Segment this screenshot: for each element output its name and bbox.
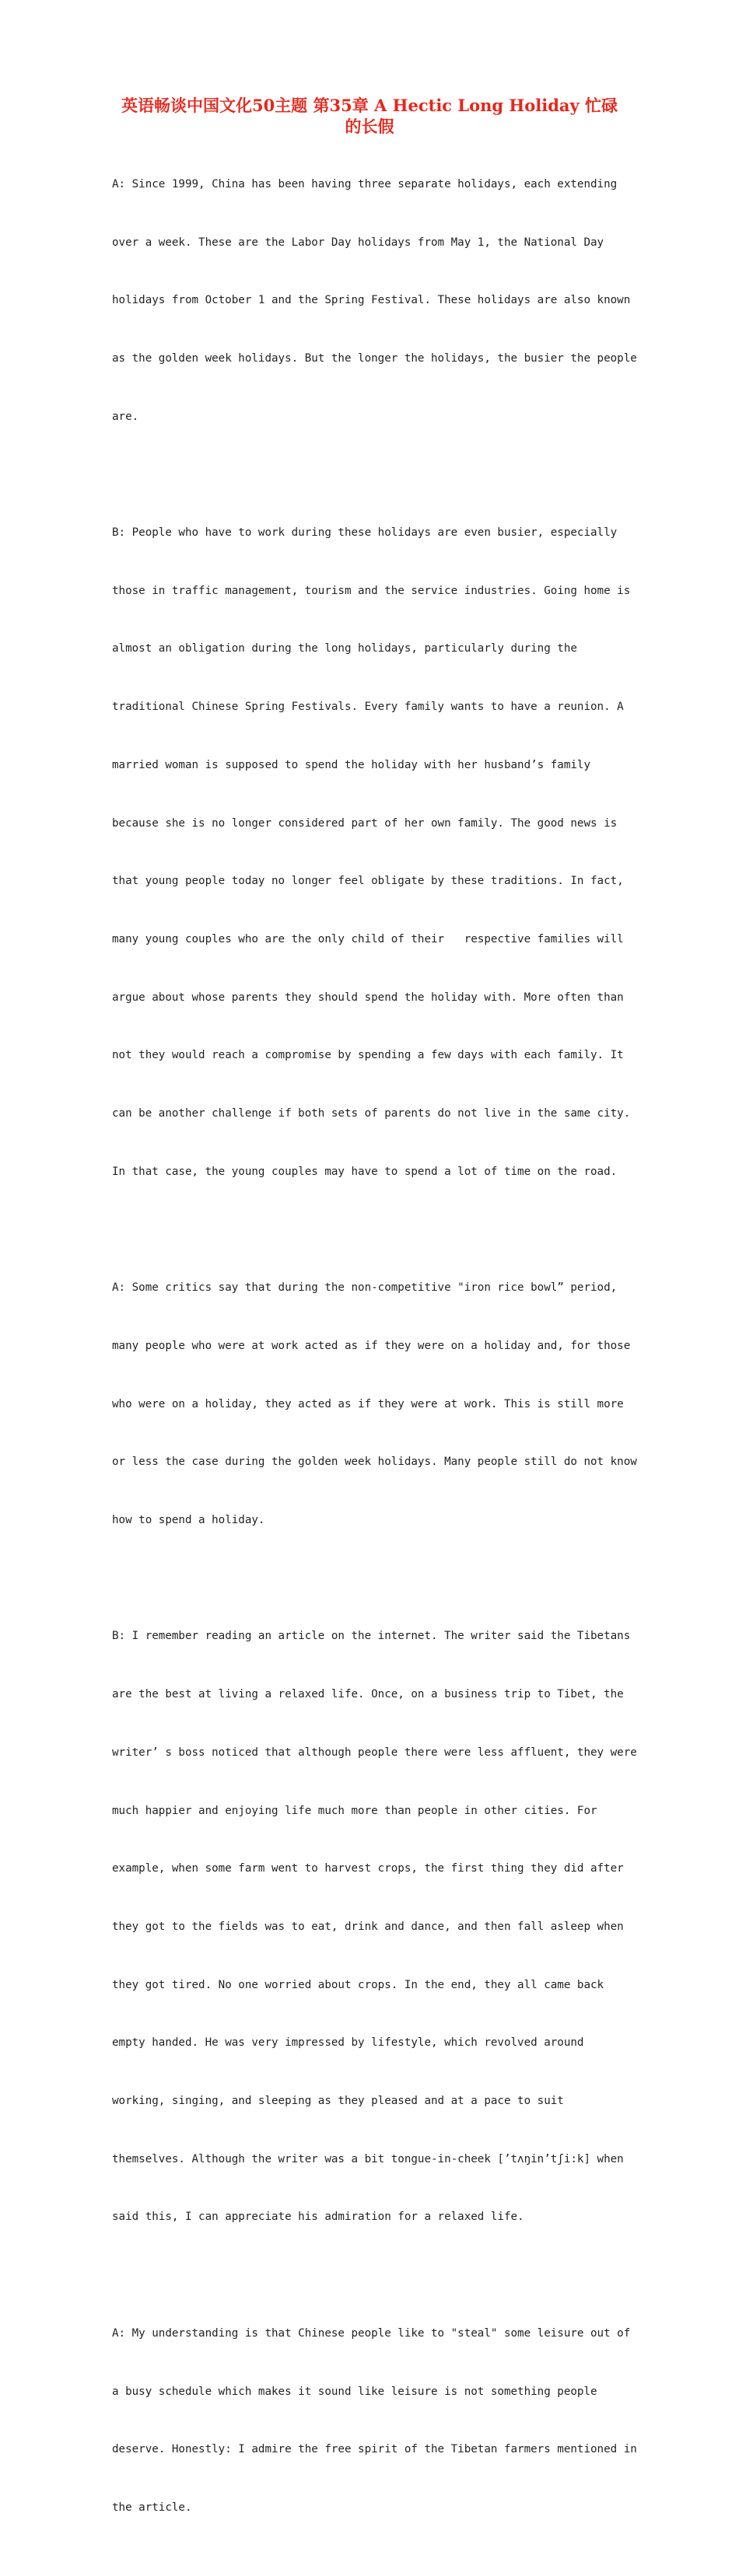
text-line: holidays from October 1 and the Spring Festival. These holidays are also known <box>112 294 631 307</box>
text-line: who were on a holiday, they acted as if they were at work. This is still more <box>112 1397 624 1410</box>
text-line: A: Some critics say that during the non-competitive "iron rice bowl” period, <box>112 1281 618 1295</box>
text-line: many young couples who are the only child of their respective families will <box>112 932 624 945</box>
text-line: A: My understanding is that Chinese people like to "steal" some leisure out of <box>112 2326 631 2340</box>
text-line: over a week. These are the Labor Day holidays from May 1, the National Day <box>112 236 604 249</box>
text-line: they got tired. No one worried about crops. In the end, they all came back <box>112 1978 604 1991</box>
text-line: can be another challenge if both sets of parents do not live in the same city. <box>112 1107 631 1120</box>
text-line: because she is no longer considered part of her own family. The good news is <box>112 816 618 830</box>
text-line: not they would reach a compromise by spending a few days with each family. It <box>112 1049 624 1062</box>
text-line: almost an obligation during the long holidays, particularly during the <box>112 642 577 655</box>
text-line: married woman is supposed to spend the holiday with her husband’s family <box>112 758 590 771</box>
text-line: argue about whose parents they should spend the holiday with. More often than <box>112 991 624 1004</box>
text-line: a busy schedule which makes it sound like leisure is not something people <box>112 2385 597 2398</box>
paragraph-1 <box>112 136 637 465</box>
text-line: example, when some farm went to harvest crops, the first thing they did after <box>112 1862 624 1875</box>
text-line: traditional Chinese Spring Festivals. Every family wants to have a reunion. A <box>112 701 624 714</box>
text-line: empty handed. He was very impressed by lifestyle, which revolved around <box>112 2036 584 2050</box>
text-line: are. <box>112 410 139 423</box>
text-line: the article. <box>112 2501 192 2514</box>
text-line: or less the case during the golden week holidays. Many people still do not know <box>112 1456 637 1469</box>
paragraph-5 <box>112 2285 637 2557</box>
title-line-2: 的长假 <box>345 117 394 136</box>
text-line: many people who were at work acted as if they were on a holiday and, for those <box>112 1339 631 1352</box>
text-line: as the golden week holidays. But the longer the holidays, the busier the people <box>112 351 637 365</box>
text-line: deserve. Honestly: I admire the free spirit of the Tibetan farmers mentioned in <box>112 2443 637 2456</box>
title-line-1: 英语畅谈中国文化50主题 第35章 A Hectic Long Holiday 忙碌 <box>121 96 618 115</box>
text-line: B: I remember reading an article on the internet. The writer said the Tibetans <box>112 1630 631 1643</box>
paragraph-3 <box>112 1239 637 1568</box>
text-line: writer’ s boss noticed that although people there were less affluent, they were <box>112 1746 637 1759</box>
paragraph-2 <box>112 484 632 1220</box>
text-line: much happier and enjoying life much more than people in other cities. For <box>112 1804 597 1817</box>
text-line: said this, I can appreciate his admiration for a relaxed life. <box>112 2211 524 2224</box>
document-title <box>109 95 630 137</box>
text-line: In that case, the young couples may have to spend a lot of time on the road. <box>112 1165 618 1178</box>
text-line: those in traffic management, tourism and the service industries. Going home is <box>112 584 631 597</box>
dialogue-body <box>112 136 637 2576</box>
text-line: how to spend a holiday. <box>112 1513 265 1526</box>
text-line: working, singing, and sleeping as they pleased and at a pace to suit <box>112 2095 564 2108</box>
text-line: are the best at living a relaxed life. Once, on a business trip to Tibet, the <box>112 1688 624 1701</box>
text-line: that young people today no longer feel obligate by these traditions. In fact, <box>112 875 624 888</box>
text-line: themselves. Although the writer was a bit tongue-in-cheek [’tʌŋin’tʃi:k] when <box>112 2152 624 2165</box>
text-line: they got to the fields was to eat, drink and dance, and then fall asleep when <box>112 1920 624 1933</box>
paragraph-4 <box>112 1589 637 2267</box>
text-line: A: Since 1999, China has been having three separate holidays, each extending <box>112 177 618 190</box>
text-line: B: People who have to work during these holidays are even busier, especially <box>112 526 618 540</box>
